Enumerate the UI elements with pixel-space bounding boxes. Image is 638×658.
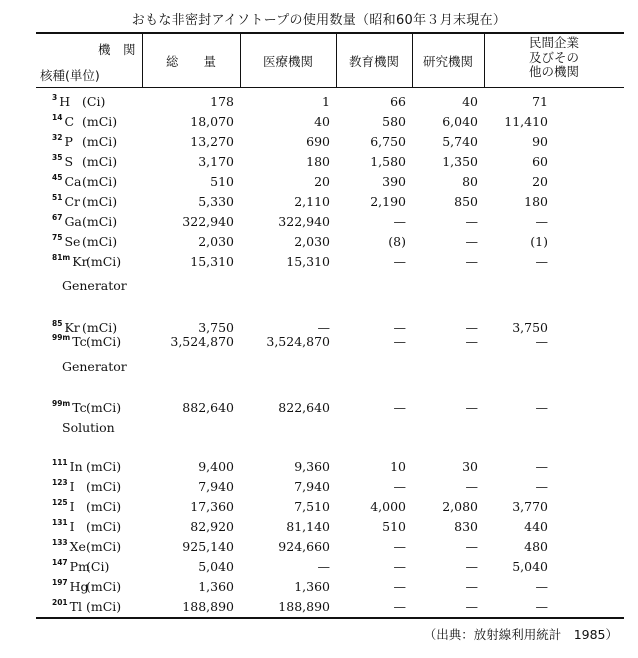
value-cell: 882,640 <box>182 400 234 415</box>
value-cell: 11,410 <box>504 114 548 129</box>
nuclide-cell <box>52 559 148 574</box>
mass-number: 133 <box>52 538 68 547</box>
value-cell: 822,640 <box>278 400 330 415</box>
value-cell: 9,400 <box>198 459 234 474</box>
value-cell: 180 <box>524 194 548 209</box>
value-cell: — <box>465 234 478 249</box>
nuclide-cell <box>52 579 148 594</box>
value-cell: 2,080 <box>442 499 478 514</box>
element-symbol: Xe <box>69 539 86 555</box>
nuclide-cell <box>52 334 148 349</box>
value-cell: — <box>393 539 406 554</box>
value-cell: — <box>535 479 548 494</box>
value-cell: — <box>535 400 548 415</box>
value-cell: 66 <box>390 94 406 109</box>
table-row <box>0 214 638 233</box>
value-cell: 3,750 <box>512 320 548 335</box>
value-cell: 5,330 <box>198 194 234 209</box>
nuclide-cell <box>52 539 148 554</box>
mass-number: 201 <box>52 598 68 607</box>
value-cell: 3,170 <box>198 154 234 169</box>
value-cell: — <box>393 254 406 269</box>
value-cell: 5,740 <box>442 134 478 149</box>
unit-label: (mCi) <box>86 459 122 474</box>
value-cell: — <box>465 254 478 269</box>
value-cell: 3,750 <box>198 320 234 335</box>
unit-label: (mCi) <box>82 214 118 229</box>
value-cell: — <box>465 539 478 554</box>
value-cell: 20 <box>532 174 548 189</box>
value-cell: 2,030 <box>294 234 330 249</box>
value-cell: 90 <box>532 134 548 149</box>
value-cell: 4,000 <box>370 499 406 514</box>
table-row <box>0 559 638 578</box>
element-symbol: Cr <box>64 194 80 210</box>
nuclide-cell <box>52 114 148 129</box>
value-cell: 7,510 <box>294 499 330 514</box>
unit-label: (mCi) <box>82 154 118 169</box>
value-cell: 510 <box>382 519 406 534</box>
unit-label: (mCi) <box>82 134 118 149</box>
unit-label: (Ci) <box>82 94 106 109</box>
value-cell: 188,890 <box>278 599 330 614</box>
element-symbol: Tl <box>69 599 82 615</box>
unit-label: (mCi) <box>82 234 118 249</box>
unit-label: (mCi) <box>86 479 122 494</box>
value-cell: 1,580 <box>370 154 406 169</box>
nuclide-cell <box>52 459 148 474</box>
nuclide-cell <box>52 599 148 614</box>
value-cell: (1) <box>530 234 548 249</box>
unit-label: (mCi) <box>86 599 122 614</box>
value-cell: — <box>465 599 478 614</box>
value-cell: — <box>465 479 478 494</box>
value-cell: 17,360 <box>190 499 234 514</box>
nuclide-cell <box>52 134 148 149</box>
value-cell: 5,040 <box>198 559 234 574</box>
value-cell: — <box>535 579 548 594</box>
header-education: 教育機関 <box>348 54 399 69</box>
table-row <box>0 134 638 153</box>
value-cell: 13,270 <box>190 134 234 149</box>
unit-label: (mCi) <box>86 334 122 349</box>
mass-number: 3 <box>52 93 58 102</box>
element-symbol: Tc <box>72 334 87 350</box>
nuclide-cell <box>52 499 148 514</box>
value-cell: — <box>465 214 478 229</box>
value-cell: 850 <box>454 194 478 209</box>
nuclide-form-label: Solution <box>62 420 115 435</box>
mass-number: 85 <box>52 319 63 328</box>
nuclide-cell <box>52 174 148 189</box>
value-cell: 9,360 <box>294 459 330 474</box>
element-symbol: S <box>64 154 74 170</box>
element-symbol: Kr <box>72 254 88 270</box>
mass-number: 67 <box>52 213 63 222</box>
unit-label: (mCi) <box>86 539 122 554</box>
table-row <box>0 154 638 173</box>
nuclide-cell <box>52 519 148 534</box>
element-symbol: In <box>69 459 83 475</box>
value-cell: 180 <box>306 154 330 169</box>
unit-label: (mCi) <box>86 499 122 514</box>
value-cell: 830 <box>454 519 478 534</box>
table-row <box>0 254 638 273</box>
element-symbol: Tc <box>72 400 87 416</box>
nuclide-form-label: Generator <box>62 359 127 374</box>
value-cell: — <box>393 559 406 574</box>
table-row <box>0 194 638 213</box>
value-cell: 7,940 <box>294 479 330 494</box>
value-cell: — <box>535 459 548 474</box>
value-cell: — <box>535 254 548 269</box>
value-cell: 178 <box>210 94 234 109</box>
header-research: 研究機関 <box>422 54 473 69</box>
mass-number: 197 <box>52 578 68 587</box>
value-cell: 40 <box>314 114 330 129</box>
value-cell: 15,310 <box>190 254 234 269</box>
table-row <box>0 114 638 133</box>
nuclide-cell <box>52 479 148 494</box>
value-cell: — <box>535 334 548 349</box>
unit-label: (mCi) <box>82 320 118 335</box>
value-cell: 60 <box>532 154 548 169</box>
value-cell: 925,140 <box>182 539 234 554</box>
header-nuclide-unit: 核種(単位) <box>40 68 100 83</box>
value-cell: 30 <box>462 459 478 474</box>
value-cell: 1,350 <box>442 154 478 169</box>
value-cell: — <box>393 479 406 494</box>
value-cell: 690 <box>306 134 330 149</box>
mass-number: 32 <box>52 133 63 142</box>
unit-label: (mCi) <box>82 174 118 189</box>
nuclide-cell <box>52 154 148 169</box>
nuclide-cell <box>52 214 148 229</box>
element-symbol: Ca <box>64 174 82 190</box>
mass-number: 35 <box>52 153 63 162</box>
mass-number: 75 <box>52 233 63 242</box>
nuclide-cell <box>52 400 148 415</box>
header-medical: 医療機関 <box>262 54 313 69</box>
table-title: おもな非密封アイソトープの使用数量（昭和60年３月末現在） <box>131 13 507 28</box>
header-organization: 機 関 <box>98 42 136 57</box>
value-cell: — <box>393 400 406 415</box>
value-cell: — <box>393 579 406 594</box>
table-row <box>0 499 638 518</box>
value-cell: — <box>393 599 406 614</box>
value-cell: 2,190 <box>370 194 406 209</box>
value-cell: — <box>535 599 548 614</box>
table-row <box>0 459 638 478</box>
element-symbol: Hg <box>69 579 89 595</box>
value-cell: 1,360 <box>294 579 330 594</box>
value-cell: — <box>393 334 406 349</box>
header-total: 総 量 <box>165 54 216 69</box>
value-cell: 480 <box>524 539 548 554</box>
element-symbol: I <box>69 519 75 535</box>
value-cell: — <box>393 320 406 335</box>
value-cell: 440 <box>524 519 548 534</box>
value-cell: 6,750 <box>370 134 406 149</box>
table-top-rule <box>36 32 624 34</box>
value-cell: — <box>465 559 478 574</box>
table-row <box>0 599 638 618</box>
value-cell: 924,660 <box>278 539 330 554</box>
unit-label: (mCi) <box>86 400 122 415</box>
value-cell: 580 <box>382 114 406 129</box>
mass-number: 14 <box>52 113 63 122</box>
value-cell: 15,310 <box>286 254 330 269</box>
source-note: （出典：放射線利用統計 1985） <box>423 627 618 642</box>
mass-number: 45 <box>52 173 63 182</box>
value-cell: 40 <box>462 94 478 109</box>
table-row <box>0 174 638 193</box>
table-row <box>0 519 638 538</box>
value-cell: — <box>317 320 330 335</box>
header-bottom-rule <box>36 87 624 88</box>
value-cell: 1 <box>322 94 330 109</box>
unit-label: (mCi) <box>82 114 118 129</box>
mass-number: 125 <box>52 498 68 507</box>
value-cell: 2,110 <box>294 194 330 209</box>
value-cell: 18,070 <box>190 114 234 129</box>
value-cell: 510 <box>210 174 234 189</box>
nuclide-cell <box>52 194 148 209</box>
value-cell: 5,040 <box>512 559 548 574</box>
value-cell: 7,940 <box>198 479 234 494</box>
value-cell: 20 <box>314 174 330 189</box>
mass-number: 81m <box>52 253 71 262</box>
unit-label: (mCi) <box>82 194 118 209</box>
element-symbol: Ga <box>64 214 82 230</box>
element-symbol: I <box>69 479 75 495</box>
mass-number: 111 <box>52 458 68 467</box>
unit-label: (mCi) <box>86 254 122 269</box>
nuclide-cell <box>52 234 148 249</box>
table-row <box>0 334 638 353</box>
value-cell: 322,940 <box>182 214 234 229</box>
element-symbol: H <box>59 94 71 110</box>
nuclide-form-label: Generator <box>62 278 127 293</box>
value-cell: — <box>465 400 478 415</box>
mass-number: 123 <box>52 478 68 487</box>
mass-number: 131 <box>52 518 68 527</box>
element-symbol: Se <box>64 234 81 250</box>
table-row <box>0 579 638 598</box>
value-cell: — <box>393 214 406 229</box>
nuclide-cell <box>52 94 148 109</box>
nuclide-cell <box>52 254 148 269</box>
mass-number: 51 <box>52 193 63 202</box>
value-cell: 1,360 <box>198 579 234 594</box>
table-row <box>0 539 638 558</box>
mass-number: 99m <box>52 399 71 408</box>
value-cell: 81,140 <box>286 519 330 534</box>
value-cell: 188,890 <box>182 599 234 614</box>
value-cell: 3,524,870 <box>170 334 234 349</box>
element-symbol: Pm <box>69 559 90 575</box>
table-row <box>0 400 638 419</box>
value-cell: (8) <box>388 234 406 249</box>
header-private-other: 民間企業 及びその 他の機関 <box>528 35 579 79</box>
mass-number: 147 <box>52 558 68 567</box>
table-row <box>0 94 638 113</box>
value-cell: — <box>465 579 478 594</box>
value-cell: 71 <box>532 94 548 109</box>
value-cell: — <box>535 214 548 229</box>
table-row <box>0 479 638 498</box>
value-cell: 3,524,870 <box>266 334 330 349</box>
element-symbol: C <box>64 114 75 130</box>
value-cell: 6,040 <box>442 114 478 129</box>
element-symbol: Kr <box>64 320 80 336</box>
value-cell: 82,920 <box>190 519 234 534</box>
element-symbol: I <box>69 499 75 515</box>
element-symbol: P <box>64 134 73 150</box>
unit-label: (Ci) <box>86 559 110 574</box>
value-cell: 322,940 <box>278 214 330 229</box>
unit-label: (mCi) <box>86 579 122 594</box>
value-cell: 3,770 <box>512 499 548 514</box>
value-cell: 390 <box>382 174 406 189</box>
unit-label: (mCi) <box>86 519 122 534</box>
value-cell: — <box>465 320 478 335</box>
table-row <box>0 234 638 253</box>
value-cell: 2,030 <box>198 234 234 249</box>
value-cell: 80 <box>462 174 478 189</box>
value-cell: — <box>317 559 330 574</box>
mass-number: 99m <box>52 333 71 342</box>
value-cell: 10 <box>390 459 406 474</box>
value-cell: — <box>465 334 478 349</box>
